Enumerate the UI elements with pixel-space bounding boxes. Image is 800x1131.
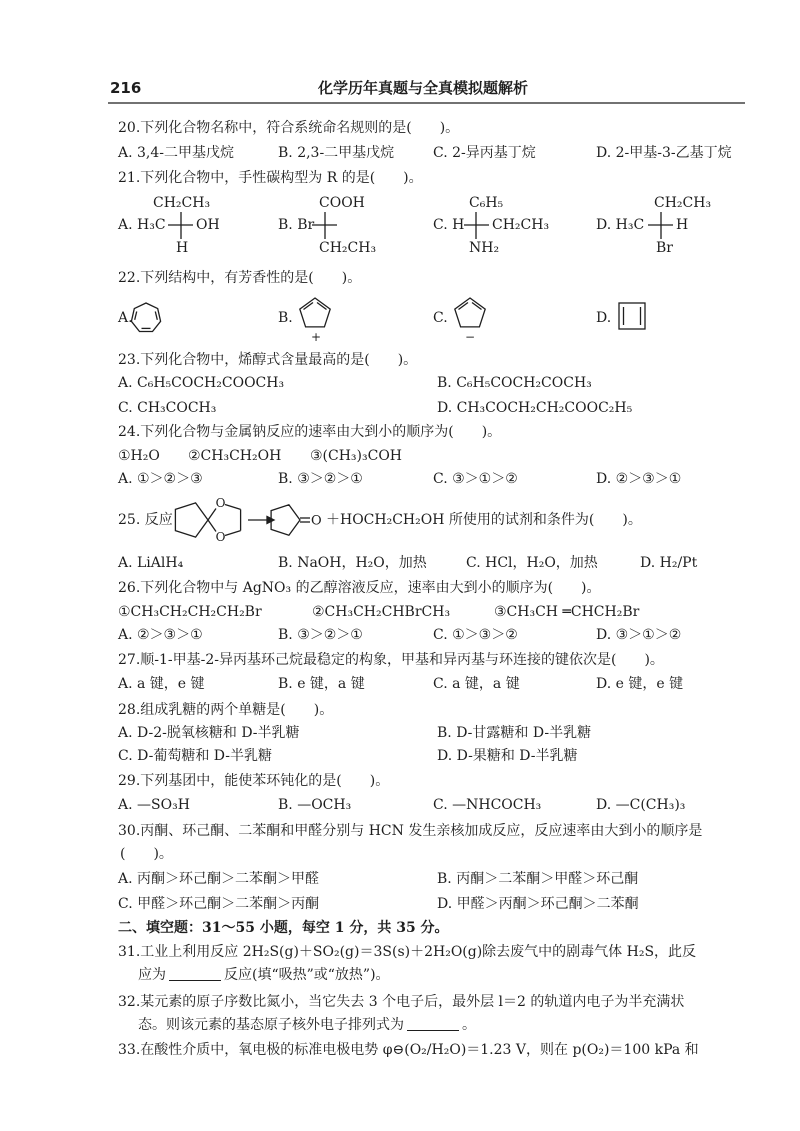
q25-spiro-ketal-structure: [175, 503, 240, 537]
q25-reaction-arrow: [248, 517, 274, 524]
q31-line2: [138, 964, 390, 986]
q22-c-charge: −: [464, 330, 476, 344]
q21-d-fischer-cross: [648, 212, 673, 239]
q20-option-b: B. 2,3-二甲基戊烷: [278, 145, 395, 161]
q25-cyclopentanone-structure: [271, 505, 310, 535]
q21-a-bottom: H: [176, 240, 189, 256]
q21-a-label: A. H₃C: [118, 217, 166, 233]
q24-option-c: C. ③＞①＞②: [433, 471, 518, 487]
q21-b-top: COOH: [319, 195, 365, 211]
q33-line1: 33.在酸性介质中，氧电极的标准电极电势 φ⊖(O₂/H₂O)＝1.23 V，则在 p(O₂)＝100 kPa 和: [118, 1042, 699, 1058]
q23-option-b: B. C₆H₅COCH₂COCH₃: [437, 375, 592, 391]
q22-label-d: D.: [596, 310, 612, 326]
q25-carbonyl-oxygen: O: [311, 513, 322, 529]
q30-stem-cont: ( )。: [120, 846, 173, 862]
book-title: 化学历年真题与全真模拟题解析: [318, 79, 529, 97]
q26-option-a: A. ②＞③＞①: [118, 627, 203, 643]
q32-line2-after: 。: [462, 1017, 476, 1033]
q21-d-label: D. H₃C: [596, 217, 645, 233]
q21-c-label: C. H: [433, 217, 465, 233]
q21-d-right: H: [676, 217, 689, 233]
q31-line1: 31.工业上利用反应 2H₂S(g)＋SO₂(g)＝3S(s)＋2H₂O(g)除去废气中的剧毒气体 H₂S，此反: [118, 944, 697, 960]
q23-option-a: A. C₆H₅COCH₂COOCH₃: [118, 375, 285, 391]
q22-c-cyclopentadienyl-anion-structure: [455, 298, 485, 327]
q24-compound-2: ②CH₃CH₂OH: [188, 448, 282, 464]
q26-option-c: C. ①＞③＞②: [433, 627, 518, 643]
q21-d-bottom: Br: [656, 240, 673, 256]
q20-stem: 20.下列化合物名称中，符合系统命名规则的是( )。: [118, 120, 460, 136]
q30-option-b: B. 丙酮＞二苯酮＞甲醛＞环己酮: [437, 871, 639, 887]
q28-option-d: D. D-果糖和 D-半乳糖: [437, 748, 578, 764]
q24-option-d: D. ②＞③＞①: [596, 471, 682, 487]
q29-option-d: D. —C(CH₃)₃: [596, 797, 686, 813]
q22-label-a: A.: [118, 310, 133, 326]
q25-tail: ＋HOCH₂CH₂OH 所使用的试剂和条件为( )。: [326, 512, 642, 528]
q32-line1: 32.某元素的原子序数比氮小，当它失去 3 个电子后，最外层 l＝2 的轨道内电子为半充满状: [118, 994, 685, 1010]
q28-stem: 28.组成乳糖的两个单糖是( )。: [118, 702, 334, 718]
q21-c-right: CH₂CH₃: [492, 217, 550, 233]
q21-b-fischer-cross: [312, 212, 337, 239]
q21-d-top: CH₂CH₃: [654, 195, 712, 211]
q21-stem: 21.下列化合物中，手性碳构型为 R 的是( )。: [118, 170, 423, 186]
q30-stem: 30.丙酮、环己酮、二苯酮和甲醛分别与 HCN 发生亲核加成反应，反应速率由大到小的顺序是: [118, 823, 703, 839]
q27-option-b: B. e 键，a 键: [278, 676, 365, 692]
q25-ketal-oxygen-top: O: [215, 496, 226, 510]
q31-line2-before: 应为: [138, 967, 166, 983]
q32-answer-blank: [407, 1015, 459, 1031]
q21-a-right: OH: [196, 217, 220, 233]
q30-option-a: A. 丙酮＞环己酮＞二苯酮＞甲醛: [118, 871, 320, 887]
q30-option-c: C. 甲醛＞环己酮＞二苯酮＞丙酮: [118, 896, 320, 912]
q21-b-bottom: CH₂CH₃: [319, 240, 377, 256]
q20-option-d: D. 2-甲基-3-乙基丁烷: [596, 145, 732, 161]
q21-a-fischer-cross: [168, 212, 193, 239]
q25-ketal-oxygen-bottom: O: [215, 530, 226, 544]
q26-compound-2: ②CH₃CH₂CHBrCH₃: [312, 604, 451, 620]
page-number: 216: [110, 79, 142, 97]
q25-option-b: B. NaOH，H₂O，加热: [278, 555, 427, 571]
q21-c-fischer-cross: [464, 212, 489, 239]
q21-b-label: B. Br: [278, 217, 315, 233]
q31-answer-blank: [169, 965, 221, 981]
q30-option-d: D. 甲醛＞丙酮＞环己酮＞二苯酮: [437, 896, 639, 912]
q26-stem: 26.下列化合物中与 AgNO₃ 的乙醇溶液反应，速率由大到小的顺序为( )。: [118, 580, 601, 596]
q23-stem: 23.下列化合物中，烯醇式含量最高的是( )。: [118, 352, 418, 368]
section-fill-in-title: 二、填空题：31～55 小题，每空 1 分，共 35 分。: [118, 920, 449, 936]
q26-compound-3: ③CH₃CH ═CHCH₂Br: [494, 604, 640, 620]
q29-option-c: C. —NHCOCH₃: [433, 797, 542, 813]
q21-c-top: C₆H₅: [469, 195, 504, 211]
q29-stem: 29.下列基团中，能使苯环钝化的是( )。: [118, 773, 390, 789]
q24-option-a: A. ①＞②＞③: [118, 471, 203, 487]
q29-option-b: B. —OCH₃: [278, 797, 352, 813]
q28-option-b: B. D-甘露糖和 D-半乳糖: [437, 725, 592, 741]
q21-a-top: CH₂CH₃: [153, 195, 211, 211]
q22-d-cyclobutadiene-structure: [619, 303, 645, 329]
q32-line2: [138, 1014, 476, 1036]
q22-b-cyclopentadienyl-cation-structure: [300, 298, 330, 327]
q22-b-charge: +: [310, 330, 322, 344]
q24-compound-3: ③(CH₃)₃COH: [310, 448, 403, 464]
q24-compound-1: ①H₂O: [118, 448, 160, 464]
q26-option-d: D. ③＞①＞②: [596, 627, 682, 643]
q27-option-d: D. e 键，e 键: [596, 676, 684, 692]
q25-option-d: D. H₂/Pt: [640, 555, 698, 571]
q21-c-bottom: NH₂: [469, 240, 500, 256]
q22-label-c: C.: [433, 310, 448, 326]
q22-stem: 22.下列结构中，有芳香性的是( )。: [118, 270, 362, 286]
q26-compound-1: ①CH₃CH₂CH₂CH₂Br: [118, 604, 262, 620]
q27-stem: 27.顺-1-甲基-2-异丙基环己烷最稳定的构象，甲基和异丙基与环连接的键依次是( )。: [118, 652, 664, 668]
q27-option-c: C. a 键，a 键: [433, 676, 520, 692]
q24-option-b: B. ③＞②＞①: [278, 471, 363, 487]
q31-line2-after: 反应(填“吸热”或“放热”)。: [224, 967, 390, 983]
q29-option-a: A. —SO₃H: [118, 797, 190, 813]
q25-label: 25. 反应: [118, 512, 173, 528]
q22-label-b: B.: [278, 310, 293, 326]
q23-option-d: D. CH₃COCH₂CH₂COOC₂H₅: [437, 400, 633, 416]
q20-option-a: A. 3,4-二甲基戊烷: [118, 145, 235, 161]
q24-stem: 24.下列化合物与金属钠反应的速率由大到小的顺序为( )。: [118, 424, 502, 440]
q20-option-c: C. 2-异丙基丁烷: [433, 145, 536, 161]
q26-option-b: B. ③＞②＞①: [278, 627, 363, 643]
q25-option-c: C. HCl，H₂O，加热: [466, 555, 598, 571]
q22-a-cycloheptatriene-structure: [131, 303, 160, 332]
q27-option-a: A. a 键，e 键: [118, 676, 205, 692]
q28-option-a: A. D-2-脱氧核糖和 D-半乳糖: [118, 725, 300, 741]
q28-option-c: C. D-葡萄糖和 D-半乳糖: [118, 748, 272, 764]
q23-option-c: C. CH₃COCH₃: [118, 400, 217, 416]
q25-option-a: A. LiAlH₄: [118, 555, 184, 571]
q32-line2-before: 态。则该元素的基态原子核外电子排列式为: [138, 1017, 404, 1033]
